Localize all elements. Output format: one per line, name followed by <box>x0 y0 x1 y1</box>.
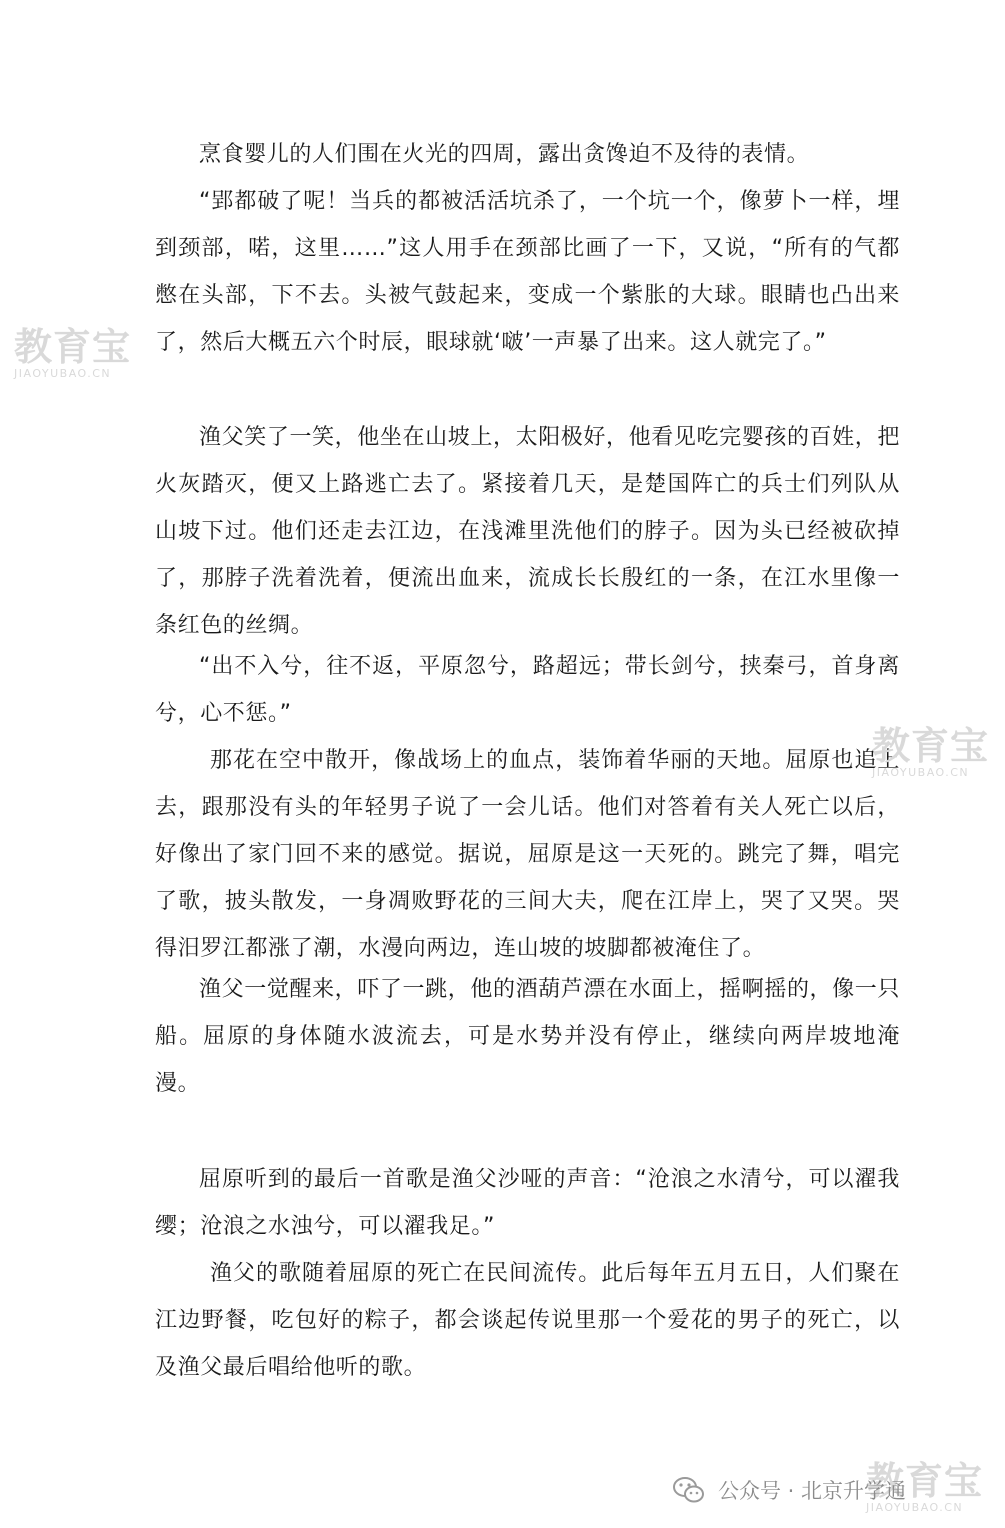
paragraph-7: 屈原听到的最后一首歌是渔父沙哑的声音：“沧浪之水清兮，可以濯我缨；沧浪之水浊兮，可以濯我足。” <box>155 1167 900 1239</box>
watermark-left <box>14 325 132 380</box>
paragraph-5: 那花在空中散开，像战场上的血点，装饰着华丽的天地。屈原也追上去，跟那没有头的年轻男子说了一会儿话。他们对答着有关人死亡以后，好像出了家门回不来的感觉。据说，屈原是这一天死的。跳完了舞，唱完了歌，披头散发，一身凋败野花的三间大夫，爬在江岸上，哭了又哭。哭得汨罗江都涨了潮，水漫向两边，连山坡的坡脚都被淹住了。 <box>155 748 900 961</box>
watermark-right <box>872 724 990 779</box>
watermark-logo-text: 教育宝 <box>872 724 990 768</box>
paragraph-6: 渔父一觉醒来，吓了一跳，他的酒葫芦漂在水面上，摇啊摇的，像一只船。屈原的身体随水波流去，可是水势并没有停止，继续向两岸坡地淹漫。 <box>155 977 900 1096</box>
paragraph-1: 烹食婴儿的人们围在火光的四周，露出贪馋迫不及待的表情。 <box>199 142 810 167</box>
paragraph-8: 渔父的歌随着屈原的死亡在民间流传。此后每年五月五日，人们聚在江边野餐，吃包好的粽子，都会谈起传说里那一个爱花的男子的死亡，以及渔父最后唱给他听的歌。 <box>155 1261 900 1380</box>
watermark-logo-text: 教育宝 <box>14 325 132 369</box>
wechat-account-footer <box>672 1470 906 1510</box>
watermark-domain-text: JIAOYUBAO.CN <box>866 1501 964 1514</box>
watermark-domain-text: JIAOYUBAO.CN <box>872 766 970 779</box>
watermark-domain-text: JIAOYUBAO.CN <box>14 367 112 380</box>
paragraph-3: 渔父笑了一笑，他坐在山坡上，太阳极好，他看见吃完婴孩的百姓，把火灰踏灭，便又上路逃亡去了。紧接着几天，是楚国阵亡的兵士们列队从山坡下过。他们还走去江边，在浅滩里洗他们的脖子。因为头已经被砍掉了，那脖子洗着洗着，便流出血来，流成长长殷红的一条，在江水里像一条红色的丝绸。 <box>155 425 900 638</box>
paragraph-2: “郢都破了呢！当兵的都被活活坑杀了，一个坑一个，像萝卜一样，埋到颈部，喏，这里……”这人用手在颈部比画了一下，又说，“所有的气都憋在头部，下不去。头被气鼓起来，变成一个紫胀的大球。眼睛也凸出来了，然后大概五六个时辰，眼球就‘啵’一声暴了出来。这人就完了。” <box>155 189 900 355</box>
paragraph-4: “出不入兮，往不返，平原忽兮，路超远；带长剑兮，挟秦弓，首身离兮，心不惩。” <box>155 654 900 726</box>
watermark-logo-text: 教育宝 <box>866 1459 984 1503</box>
wechat-icon <box>672 1475 706 1505</box>
footer-account-label: 公众号 · 北京升学通 <box>718 1479 907 1503</box>
